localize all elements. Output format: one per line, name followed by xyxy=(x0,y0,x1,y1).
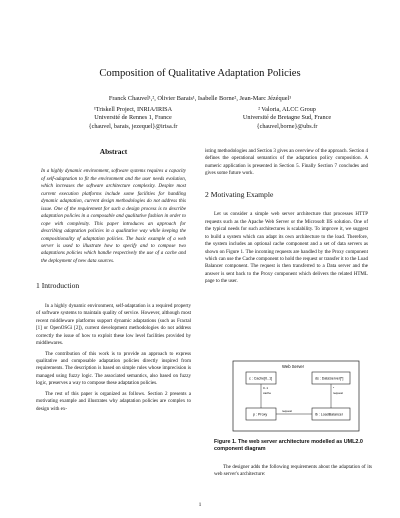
section-2-heading: 2 Motivating Example xyxy=(205,189,274,199)
cache-label: c : Cache[0..1] xyxy=(249,376,273,381)
example-paragraph: Let us consider a simple web server architecture that processes HTTP requests such as the Apache Web Server or the Microsoft IIS solution. One of the typical needs for such architectures is scalability. To improve it, we suggest to build a system which can adapt its own architecture to the load. Therefore, the system includes an optional cache component and a set of data servers as shown on Figure 1. The incoming requests are handled by the Proxy component which can use the Cache component to hold the request or transfer it to the Load Balancer component. The request is then transferred to a Data server and the answer is sent back to the Proxy component which delivers the related HTML page to the user. xyxy=(205,211,368,285)
intro-paragraph-1: In a highly dynamic environment, self-adaptation is a required property of software systems to maintain quality of service. However, although most recent middleware platforms support dynamic adaptations (such as Fractal [1] or OpenOSGi [2]), current development methodologies do not address correctly the issue of how to exploit these low level facilities provided by middlewares. xyxy=(36,302,191,347)
left-column xyxy=(36,148,191,413)
abstract-heading: Abstract xyxy=(99,147,128,156)
intro-paragraph-2: The contribution of this work is to provide an approach to express qualitative and composable adaptation policies directly inspired from requirements. The description is based on simple rules whose imprecision is managed using fuzzy logic. The associated semantics, also based on fuzzy logic, preserves a way to compose these adaptation policies. xyxy=(36,350,191,387)
affiliation-2-line1: ² Valoria, ALCC Group xyxy=(258,106,316,113)
load-balancer-label: lb : LoadBalancer xyxy=(315,412,343,417)
affiliation-1-line2: Université de Rennes 1, France xyxy=(94,114,172,122)
proxy-port-label: request xyxy=(282,409,293,413)
affiliation-1 xyxy=(68,106,198,131)
intro-paragraph-3: The rest of this paper is organized as follows. Section 2 presents a motivating example and illustrates why adaptation policies are complex to design with ex- xyxy=(36,390,191,412)
author-list: Franck Chauvel¹,², Olivier Barais¹, Isabelle Borne², Jean-Marc Jézéquel¹ xyxy=(108,95,292,102)
section-1-heading: 1 Introduction xyxy=(36,281,80,291)
right-column xyxy=(205,148,368,286)
web-server-label: Web Server xyxy=(282,364,305,369)
paper-title: Composition of Qualitative Adaptation Policies xyxy=(99,68,301,79)
affiliation-2-line3: {chauvel,borne}@ubs.fr xyxy=(256,122,318,130)
web-server-component xyxy=(233,361,359,431)
data-port-label: request xyxy=(333,391,344,395)
data-multiplicity: * xyxy=(333,386,335,390)
cache-multiplicity: 0..1 xyxy=(263,386,269,390)
requirements-intro: The designer adds the following requirements about the adaptation of its web server's architecture: xyxy=(214,464,372,478)
data-server-label: ds : DataServer[*] xyxy=(315,376,344,381)
intro-continuation: isting methodologies and Section 3 gives an overview of the approach. Section 4 defines the operational semantics of the adaptation policy composition. A numeric application is presented in Section 5. Finally Section 7 concludes and gives some future work. xyxy=(205,148,369,177)
right-column-continuation xyxy=(214,464,372,479)
abstract-text: In a highly dynamic environment, software systems requires a capacity of self-adaptation to fit the environment and the user needs evolution, which increases the software architecture complexity. Despite most current execution platforms include some facilities for handling dynamic adaptation, current design methodologies do not address this issue. One of the requirement for such a design process is to describe adaptation policies in a composable and qualitative fashion in order to cope with complexity. This paper introduces an approach for describing adaptation policies in a qualitative way while keeping the compositionality of adaptation policies. The basic example of a web server is used to illustrate how to specify and to compose two adaptations policies which handle respectively the use of a cache and the deployment of new data sources. xyxy=(41,168,186,264)
affiliation-1-line1: ¹Triskell Project, INRIA/IRISA xyxy=(93,106,173,113)
affiliation-1-line3: {chauvel, barais, jezequel}@irisa.fr xyxy=(88,122,178,130)
affiliation-2-line2: Université de Bretagne Sud, France xyxy=(242,114,332,122)
figure-caption: Figure 1. The web server architecture modelled as UML2.0 component diagram xyxy=(214,439,363,452)
cache-port-label: cache xyxy=(263,391,272,395)
affiliation-2 xyxy=(222,106,352,131)
component-diagram xyxy=(232,360,360,432)
page-number: 1 xyxy=(198,502,202,508)
proxy-label: p : Proxy xyxy=(253,412,268,417)
